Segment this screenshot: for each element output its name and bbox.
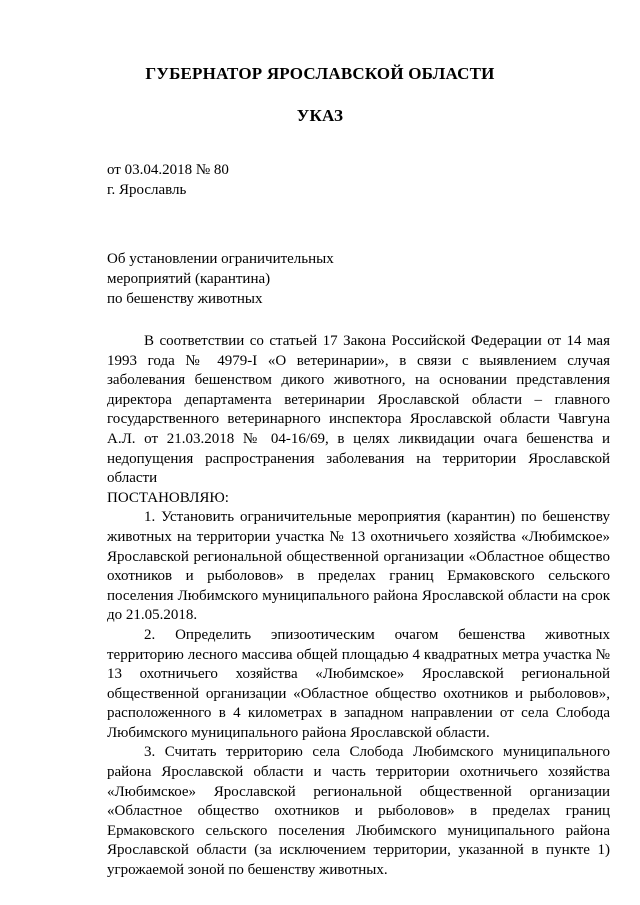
- city: г. Ярославль: [107, 182, 187, 198]
- preamble-paragraph: В соответствии со статьей 17 Закона Российской Федерации от 14 мая 1993 года № 4979-I «О ветеринарии», в связи с выявлением случая заболевания бешенством дикого животного, на основании представления директора департамента ветеринарии Ярославской области – главного государственного ветеринарного инспектора Ярославской области Чавгуна А.Л. от 21.03.2018 № 04-16/69, в целях ликвидации очага бешенства и недопущения распространения заболевания на территории Ярославской области: [107, 333, 610, 487]
- authority-title: ГУБЕРНАТОР ЯРОСЛАВСКОЙ ОБЛАСТИ: [145, 64, 495, 83]
- item-2-paragraph: 2. Определить эпизоотическим очагом бешенства животных территорию лесного массива общей площадью 4 квадратных метра участка № 13 охотничьего хозяйства «Любимское» Ярославской региональной общественной организации «Областное общество охотников и рыболовов», расположенного в 4 километрах в западном направлении от села Слобода Любимского муниципального района Ярославской области.: [107, 626, 610, 741]
- subject-line-2: мероприятий (карантина): [107, 271, 271, 287]
- item-1-paragraph: 1. Установить ограничительные мероприятия (карантин) по бешенству животных на территории участка № 13 охотничьего хозяйства «Любимское» Ярославской региональной общественной организации «Областное общество охотников и рыболовов» в пределах границ Ермаковского сельского поселения Любимского муниципального района Ярославской области на срок до 21.05.2018.: [107, 509, 610, 624]
- item-3-paragraph: 3. Считать территорию села Слобода Любимского муниципального района Ярославской области и часть территории охотничьего хозяйства «Любимское» Ярославской региональной общественной организации «Областное общество охотников и рыболовов» в пределах границ Ермаковского сельского поселения Любимского муниципального района Ярославской области (за исключением территории, указанной в пункте 1) угрожаемой зоной по бешенству животных.: [107, 744, 610, 879]
- date-number: от 03.04.2018 № 80: [107, 162, 229, 178]
- subject-line-3: по бешенству животных: [107, 291, 263, 307]
- decree-word: ПОСТАНОВЛЯЮ:: [107, 489, 229, 506]
- document-type-title: УКАЗ: [296, 106, 344, 125]
- subject-line-1: Об установлении ограничительных: [107, 251, 334, 267]
- document-body: [107, 332, 610, 881]
- subject-block: [107, 249, 334, 309]
- document-meta: [107, 160, 229, 200]
